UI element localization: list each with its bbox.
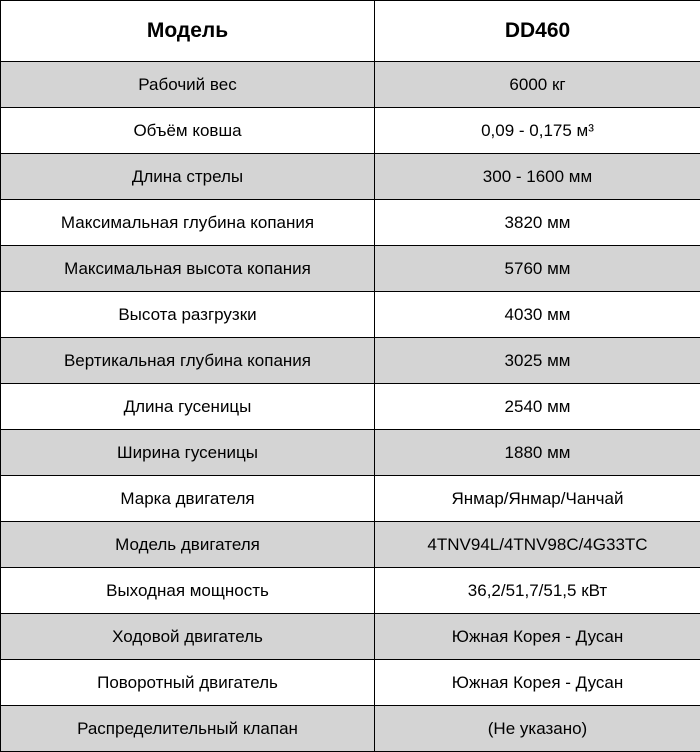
row-value: 300 - 1600 мм <box>375 154 700 200</box>
row-value: 5760 мм <box>375 246 700 292</box>
table-row <box>1 568 700 614</box>
row-label: Максимальная высота копания <box>1 246 375 292</box>
row-label: Выходная мощность <box>1 568 375 614</box>
row-value: 4030 мм <box>375 292 700 338</box>
row-value: Южная Корея - Дусан <box>375 614 700 660</box>
row-value: 2540 мм <box>375 384 700 430</box>
table-row <box>1 154 700 200</box>
table-row <box>1 62 700 108</box>
table-row <box>1 338 700 384</box>
table-row <box>1 476 700 522</box>
row-label: Длина стрелы <box>1 154 375 200</box>
row-label: Рабочий вес <box>1 62 375 108</box>
row-value: 1880 мм <box>375 430 700 476</box>
row-value: (Не указано) <box>375 706 700 752</box>
row-label: Поворотный двигатель <box>1 660 375 706</box>
table-row <box>1 384 700 430</box>
table-row <box>1 246 700 292</box>
row-label: Ширина гусеницы <box>1 430 375 476</box>
table-row <box>1 108 700 154</box>
table-row <box>1 292 700 338</box>
table-row <box>1 660 700 706</box>
row-label: Длина гусеницы <box>1 384 375 430</box>
row-value: Южная Корея - Дусан <box>375 660 700 706</box>
row-value: Янмар/Янмар/Чанчай <box>375 476 700 522</box>
table-row <box>1 706 700 752</box>
row-label: Высота разгрузки <box>1 292 375 338</box>
row-value: 6000 кг <box>375 62 700 108</box>
row-label: Модель двигателя <box>1 522 375 568</box>
row-value: 3025 мм <box>375 338 700 384</box>
row-value: 36,2/51,7/51,5 кВт <box>375 568 700 614</box>
row-value: 0,09 - 0,175 м³ <box>375 108 700 154</box>
row-label: Вертикальная глубина копания <box>1 338 375 384</box>
row-label: Распределительный клапан <box>1 706 375 752</box>
row-label: Марка двигателя <box>1 476 375 522</box>
table-row <box>1 430 700 476</box>
header-label: Модель <box>1 1 375 62</box>
row-value: 3820 мм <box>375 200 700 246</box>
row-label: Максимальная глубина копания <box>1 200 375 246</box>
table-header-row <box>1 1 700 62</box>
row-value: 4TNV94L/4TNV98C/4G33TC <box>375 522 700 568</box>
row-label: Ходовой двигатель <box>1 614 375 660</box>
table-row <box>1 200 700 246</box>
table-row <box>1 522 700 568</box>
table-row <box>1 614 700 660</box>
row-label: Объём ковша <box>1 108 375 154</box>
header-value: DD460 <box>375 1 700 62</box>
